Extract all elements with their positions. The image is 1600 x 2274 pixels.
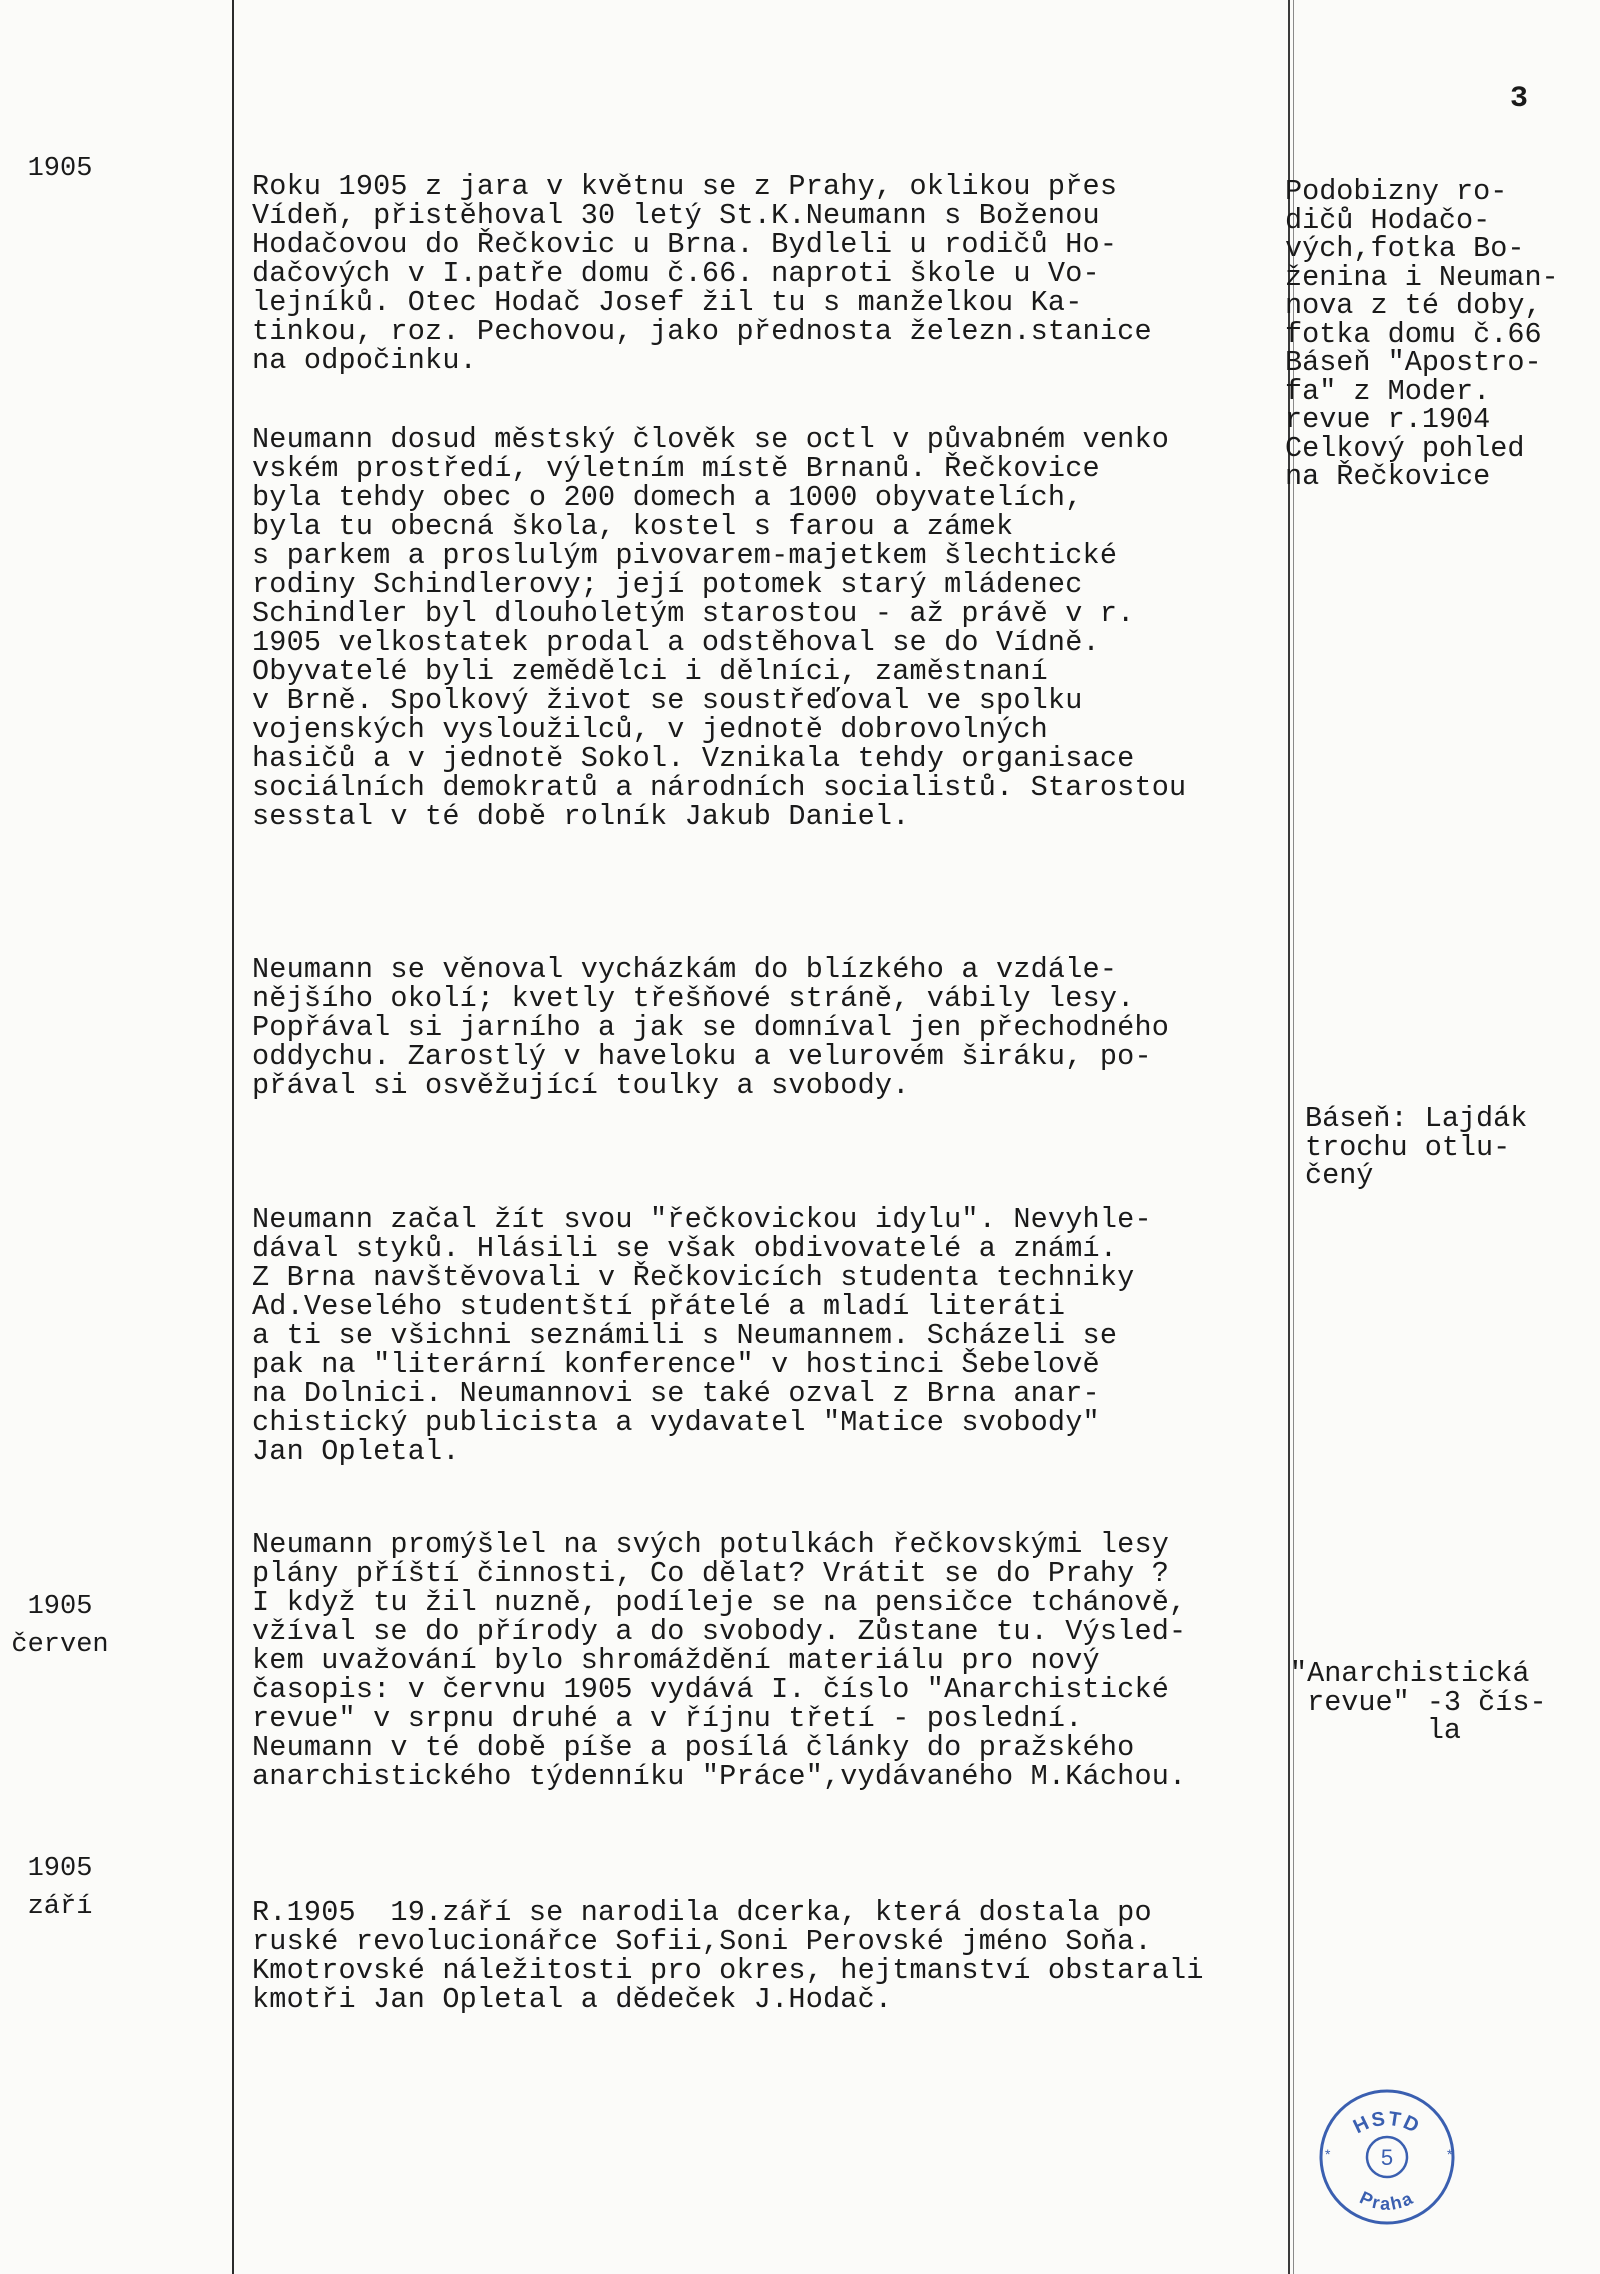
margin-note-anarchist-revue: "Anarchistická revue" -3 čís- la <box>1290 1657 1547 1747</box>
paragraph-reckovice: Neumann dosud městský člověk se octl v půvabném venko vském prostředí, výletním místě Brnanů. Řečkovice byla tehdy obec o 200 domech a 1000 obyvatelích, byla tu obecná škola, kostel s farou a zámek s parkem a proslulým pivovarem-majetkem šlechtické rodiny Schindlerovy; její potomek starý mládenec Schindler byl dlouholetým starostou - až právě v r. 1905 velkostatek prodal a odstěhoval se do Vídně. Obyvatelé byli zemědělci i dělníci, zaměstnaní v Brně. Spolkový život se soustřeďoval ve spolku vojenských vysloužilců, v jednotě dobrovolných hasičů a v jednotě Sokol. Vznikala tehdy organisace sociálních demokratů a národních socialistů. Starostou sesstal v té době rolník Jakub Daniel. <box>252 423 1187 833</box>
page-number: 3 <box>1510 82 1529 116</box>
date-1905-spring: 1905 <box>27 154 93 184</box>
svg-text:Praha <box>1357 2187 1418 2213</box>
paragraph-daughter: R.1905 19.září se narodila dcerka, která dostala po ruské revolucionářce Sofii,Soni Perovské jméno Soňa. Kmotrovské náležitosti pro okres, hejtmanství obstarali kmotři Jan Opletal a dědeček J.Hodač. <box>252 1896 1204 2016</box>
paragraph-walks: Neumann se věnoval vycházkám do blízkého a vzdále- nějšího okolí; kvetly třešňové stráně, vábily lesy. Popřával si jarního a jak se domníval jen přechodného oddychu. Zarostlý v haveloku a velurovém širáku, po- přával si osvěžující toulky a svobody. <box>252 953 1170 1102</box>
margin-note-poem: Báseň: Lajdák trochu otlu- čený <box>1305 1102 1528 1192</box>
svg-text:*: * <box>1447 2146 1453 2162</box>
paragraph-idyll: Neumann začal žít svou "řečkovickou idylu". Nevyhle- dával styků. Hlásili se však obdivovatelé a známí. Z Brna navštěvovali v Řečkovicích studenta techniky Ad.Veselého studentští přátelé a mladí literáti a ti se všichni seznámili s Neumannem. Scházeli se pak na "literární konference" v hostinci Šebelově na Dolnici. Neumannovi se také ozval z Brna anar- chistický publicista a vydavatel "Matice svobody" Jan Opletal. <box>252 1203 1152 1468</box>
stamp-bottom-text: Praha <box>1356 2187 1418 2214</box>
paragraph-arrival: Roku 1905 z jara v květnu se z Prahy, oklikou přes Vídeň, přistěhoval 30 letý St.K.Neumann s Boženou Hodačovou do Řečkovic u Brna. Bydleli u rodičů Ho- dačových v I.patře domu č.66. naproti škole u Vo- lejníků. Otec Hodač Josef žil tu s manželkou Ka- tinkou, roz. Pechovou, jako přednosta železn.stanice na odpočinku. <box>252 170 1152 377</box>
date-1905-september: 1905 září <box>27 1854 93 1922</box>
date-1905-june: 1905 červen <box>11 1592 109 1660</box>
stamp-top-text: HSTD <box>1350 2107 1424 2139</box>
svg-text:*: * <box>1325 2146 1331 2162</box>
archive-stamp <box>1315 2085 1460 2230</box>
left-margin-rule <box>232 0 234 2274</box>
stamp-number: 5 <box>1380 2145 1394 2170</box>
margin-note-portraits: Podobizny ro- dičů Hodačo- vých,fotka Bo- ženina i Neuman- nova z té doby, fotka domu č.66 Báseň "Apostro- fa" z Moder. revue r.1904 Celkový pohled na Řečkovice <box>1285 175 1559 493</box>
paragraph-revue: Neumann promýšlel na svých potulkách řečkovskými lesy plány příští činnosti, Co dělat? Vrátit se do Prahy ? I když tu žil nuzně, podíleje se na pensičce tchánově, vžíval se do přírody a do svobody. Zůstane tu. Výsled- kem uvažování bylo shromáždění materiálu pro nový časopis: v červnu 1905 vydává I. číslo "Anarchistické revue" v srpnu druhé a v říjnu třetí - poslední. Neumann v té době píše a posílá články do pražského anarchistického týdenníku "Práce",vydávaného M.Káchou. <box>252 1528 1187 1793</box>
svg-text:HSTD <box>1350 2108 1424 2138</box>
stamp-graphic <box>1321 2091 1453 2223</box>
